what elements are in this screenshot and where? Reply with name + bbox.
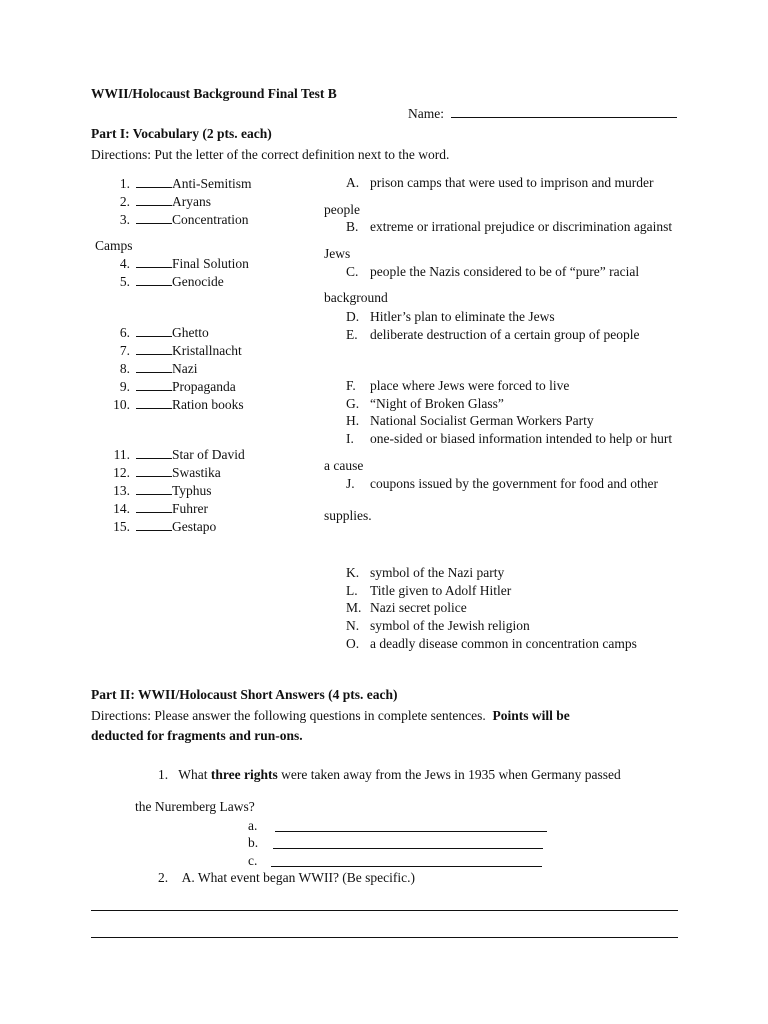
term-number: 3. [119, 212, 130, 227]
answer-line[interactable] [271, 866, 542, 867]
definition-row [346, 475, 658, 492]
term-row [108, 499, 208, 517]
definition-row [346, 599, 467, 616]
definition-text: deliberate destruction of a certain group of people [370, 327, 640, 342]
term-number: 8. [119, 361, 130, 376]
definition-row [346, 635, 637, 652]
answer-blank[interactable] [136, 210, 172, 224]
term-word: Aryans [172, 194, 211, 209]
definition-letter: I. [346, 431, 354, 446]
definition-letter: N. [346, 618, 360, 633]
answer-blank[interactable] [136, 174, 172, 188]
question-number: 2. [158, 870, 169, 885]
name-field[interactable] [408, 104, 677, 122]
name-label: Name: [408, 106, 444, 121]
sub-answer-b [248, 834, 258, 851]
definition-row [346, 377, 569, 394]
answer-blank[interactable] [136, 323, 172, 337]
term-word: Gestapo [172, 519, 217, 534]
term-number: 11. [113, 447, 130, 462]
answer-line[interactable] [91, 937, 678, 938]
term-word: Typhus [172, 483, 212, 498]
question-text: A. What event began WWII? (Be specific.) [181, 870, 416, 885]
definition-letter: C. [346, 264, 359, 279]
term-number: 9. [119, 379, 130, 394]
definition-row [346, 218, 672, 235]
definition-letter: F. [346, 378, 356, 393]
definition-row [346, 430, 672, 447]
question-number: 1. [158, 767, 169, 782]
definition-row [346, 617, 530, 634]
answer-blank[interactable] [136, 272, 172, 286]
answer-line[interactable] [273, 848, 543, 849]
definition-row [346, 412, 594, 429]
definition-text: Nazi secret police [370, 600, 467, 615]
answer-blank[interactable] [136, 395, 172, 409]
sub-letter: b. [248, 835, 259, 850]
definition-row [346, 174, 653, 191]
term-word: Ghetto [172, 325, 209, 340]
term-row [108, 395, 244, 413]
term-word: Genocide [172, 274, 224, 289]
part1-heading: Part I: Vocabulary (2 pts. each) [91, 126, 272, 141]
directions-emphasis-cont: deducted for fragments and run-ons. [91, 728, 303, 743]
answer-blank[interactable] [136, 341, 172, 355]
sub-letter: a. [248, 818, 258, 833]
test-title: WWII/Holocaust Background Final Test B [91, 86, 337, 101]
definition-row [346, 564, 504, 581]
question-1 [158, 766, 621, 783]
part2-directions [91, 707, 570, 724]
definition-row [346, 263, 639, 280]
term-row [108, 341, 242, 359]
answer-blank[interactable] [136, 445, 172, 459]
definition-row [346, 395, 504, 412]
term-word: Ration books [172, 397, 244, 412]
answer-line[interactable] [275, 831, 547, 832]
definition-letter: D. [346, 309, 360, 324]
answer-blank[interactable] [136, 377, 172, 391]
term-word: Swastika [172, 465, 221, 480]
definition-row [346, 582, 511, 599]
term-number: 15. [113, 519, 130, 534]
definition-text: extreme or irrational prejudice or discrimination against [370, 219, 673, 234]
term-word: Propaganda [172, 379, 236, 394]
term-number: 10. [113, 397, 130, 412]
answer-blank[interactable] [136, 499, 172, 513]
name-blank[interactable] [451, 104, 677, 118]
definition-wrap: background [324, 290, 388, 305]
definition-letter: H. [346, 413, 360, 428]
question-emphasis: three rights [210, 767, 278, 782]
definition-letter: J. [346, 476, 355, 491]
definition-letter: M. [346, 600, 362, 615]
question-text-post: were taken away from the Jews in 1935 when Germany passed [281, 767, 621, 782]
directions-emphasis: Points will be [492, 708, 570, 723]
question-2 [158, 869, 415, 886]
question-text-pre: What [178, 767, 208, 782]
term-row [108, 359, 197, 377]
term-row [108, 463, 221, 481]
definition-text: “Night of Broken Glass” [370, 396, 504, 411]
term-word: Kristallnacht [172, 343, 242, 358]
definition-text: symbol of the Jewish religion [370, 618, 530, 633]
answer-blank[interactable] [136, 463, 172, 477]
definition-letter: A. [346, 175, 360, 190]
term-number: 6. [119, 325, 130, 340]
term-word: Star of David [172, 447, 245, 462]
answer-blank[interactable] [136, 359, 172, 373]
part2-heading: Part II: WWII/Holocaust Short Answers (4 pts. each) [91, 687, 398, 702]
definition-letter: O. [346, 636, 360, 651]
term-row [108, 377, 236, 395]
definition-text: symbol of the Nazi party [370, 565, 505, 580]
term-word: Nazi [172, 361, 198, 376]
term-wrap: Camps [95, 238, 133, 253]
definition-wrap: Jews [324, 246, 351, 261]
term-word: Fuhrer [172, 501, 208, 516]
term-word: Anti-Semitism [172, 176, 252, 191]
sub-answer-c [248, 852, 257, 869]
definition-text: National Socialist German Workers Party [370, 413, 594, 428]
definition-wrap: people [324, 202, 360, 217]
definition-letter: E. [346, 327, 358, 342]
definition-text: one-sided or biased information intended to help or hurt [370, 431, 673, 446]
question-wrap: the Nuremberg Laws? [135, 799, 255, 814]
definition-row [346, 308, 555, 325]
definition-wrap: supplies. [324, 508, 372, 523]
part1-directions: Directions: Put the letter of the correct definition next to the word. [91, 147, 450, 162]
definition-text: Hitler’s plan to eliminate the Jews [370, 309, 555, 324]
definition-wrap: a cause [324, 458, 364, 473]
answer-blank[interactable] [136, 517, 172, 531]
sub-letter: c. [248, 853, 258, 868]
term-number: 5. [119, 274, 130, 289]
term-row [108, 481, 212, 499]
term-number: 2. [119, 194, 130, 209]
definition-letter: K. [346, 565, 360, 580]
term-number: 7. [119, 343, 130, 358]
term-row [108, 174, 252, 192]
term-number: 4. [119, 256, 130, 271]
definition-letter: L. [346, 583, 358, 598]
term-row [108, 445, 245, 463]
term-row [108, 323, 209, 341]
term-word: Final Solution [172, 256, 249, 271]
term-row [108, 210, 248, 228]
definition-text: Title given to Adolf Hitler [370, 583, 512, 598]
term-number: 1. [119, 176, 130, 191]
definition-letter: B. [346, 219, 359, 234]
sub-answer-a [248, 817, 257, 834]
term-row [108, 254, 249, 272]
definition-text: people the Nazis considered to be of “pure” racial [370, 264, 640, 279]
definition-text: a deadly disease common in concentration camps [370, 636, 637, 651]
term-row [108, 192, 211, 210]
definition-text: prison camps that were used to imprison and murder [370, 175, 654, 190]
term-word: Concentration [172, 212, 249, 227]
term-row [108, 517, 216, 535]
definition-text: place where Jews were forced to live [370, 378, 570, 393]
answer-blank[interactable] [136, 481, 172, 495]
answer-blank[interactable] [136, 254, 172, 268]
term-number: 14. [113, 501, 130, 516]
definition-text: coupons issued by the government for food and other [370, 476, 658, 491]
term-row [108, 272, 224, 290]
definition-row [346, 326, 640, 343]
term-number: 12. [113, 465, 130, 480]
definition-letter: G. [346, 396, 360, 411]
answer-line[interactable] [91, 910, 678, 911]
term-number: 13. [113, 483, 130, 498]
directions-text: Directions: Please answer the following questions in complete sentences. [91, 708, 486, 723]
answer-blank[interactable] [136, 192, 172, 206]
